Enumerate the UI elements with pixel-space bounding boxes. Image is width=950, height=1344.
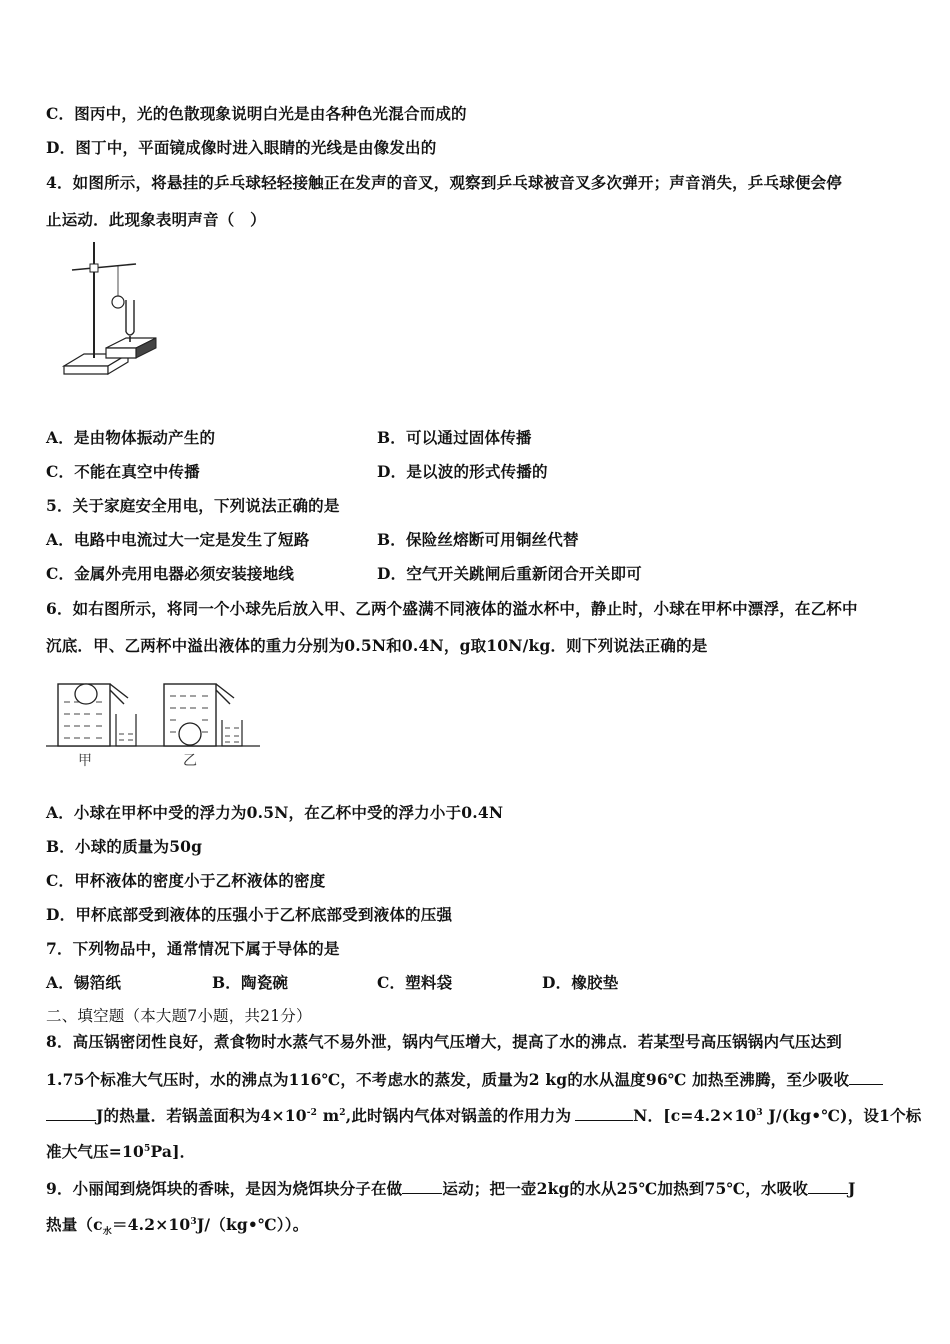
q8-line4-text-b: Pa]．: [150, 1142, 196, 1161]
q8-line3: [46, 1104, 922, 1126]
q4-option-b: B．可以通过固体传播: [377, 428, 532, 447]
q6-option-b: B．小球的质量为50g: [46, 837, 203, 856]
q7-option-a: A．锡箔纸: [46, 973, 122, 992]
q8-line3-text-e: J/(kg•℃)，设1个标: [762, 1106, 922, 1125]
q5-option-c: C．金属外壳用电器必须安装接地线: [46, 564, 295, 583]
q8-exponent-4: 5: [143, 1143, 151, 1154]
q8-line3-text-b: m: [317, 1106, 340, 1125]
q8-blank-1a: [849, 1070, 883, 1085]
q9-line1-text-a: 9．小丽闻到烧饵块的香味，是因为烧饵块分子在做: [46, 1179, 403, 1198]
q9-subscript: 水: [102, 1227, 112, 1238]
q9-blank-2: [808, 1179, 848, 1194]
q4-options-row2: [46, 460, 548, 482]
q8-blank-2: [575, 1106, 633, 1121]
q5-option-b: B．保险丝熔断可用铜丝代替: [377, 530, 579, 549]
q8-exponent-2: 2: [339, 1107, 346, 1118]
figure-label-yi: 乙: [183, 753, 197, 769]
q8-line4: [46, 1140, 195, 1162]
q7-option-b: B．陶瓷碗: [212, 973, 289, 992]
q7-stem: 7．下列物品中，通常情况下属于导体的是: [46, 939, 340, 958]
q8-line2: [46, 1068, 883, 1090]
q6-stem-line2: 沉底．甲、乙两杯中溢出液体的重力分别为0.5N和0.4N，g取10N/kg．则下列说法正确的是: [46, 636, 708, 655]
section-2-heading: 二、填空题（本大题7小题，共21分）: [46, 1007, 312, 1025]
q5-option-a: A．电路中电流过大一定是发生了短路: [46, 530, 310, 549]
q9-exponent: 3: [190, 1216, 197, 1227]
q6-option-a: A．小球在甲杯中受的浮力为0.5N，在乙杯中受的浮力小于0.4N: [46, 803, 504, 822]
q5-options-row2: [46, 562, 642, 584]
tuning-fork-figure: [56, 236, 166, 390]
q7-options: [46, 971, 619, 993]
q4-stem-line1: 4．如图所示，将悬挂的乒乓球轻轻接触正在发声的音叉，观察到乒乓球被音叉多次弹开；声音消失，乒乓球便会停: [46, 173, 842, 192]
q3-option-d: D．图丁中，平面镜成像时进入眼睛的光线是由像发出的: [46, 138, 437, 157]
q6-stem-line1: 6．如右图所示，将同一个小球先后放入甲、乙两个盛满不同液体的溢水杯中，静止时，小球在甲杯中漂浮，在乙杯中: [46, 599, 858, 618]
q9-line2-text-b: ＝4.2×10: [111, 1215, 191, 1234]
q4-options-row1: [46, 426, 532, 448]
q8-line3-text-d: N．[c=4.2×10: [633, 1106, 757, 1125]
q5-option-d: D．空气开关跳闸后重新闭合开关即可: [377, 564, 642, 583]
q5-options-row1: [46, 528, 579, 550]
q8-blank-1b: [46, 1106, 96, 1121]
q9-line1: [46, 1177, 856, 1199]
q9-line2: [46, 1213, 308, 1237]
q8-exponent-1: -2: [306, 1107, 318, 1118]
q5-stem: 5．关于家庭安全用电，下列说法正确的是: [46, 496, 340, 515]
q9-line2-text-c: J/（kg•℃））。: [196, 1215, 309, 1234]
q8-line4-text-a: 准大气压=10: [46, 1142, 144, 1161]
q8-line2-text: 1.75个标准大气压时，水的沸点为116℃，不考虑水的蒸发，质量为2 kg的水从温度96℃ 加热至沸腾，至少吸收: [46, 1070, 850, 1089]
q6-option-d: D．甲杯底部受到液体的压强小于乙杯底部受到液体的压强: [46, 905, 453, 924]
q4-option-d: D．是以波的形式传播的: [377, 462, 548, 481]
figure-label-jia: 甲: [78, 753, 92, 769]
q4-option-c: C．不能在真空中传播: [46, 462, 200, 481]
q9-line1-text-c: J: [848, 1179, 856, 1198]
q8-line1: 8．高压锅密闭性良好，煮食物时水蒸气不易外泄，锅内气压增大，提高了水的沸点．若某型号高压锅锅内气压达到: [46, 1032, 842, 1051]
q6-option-c: C．甲杯液体的密度小于乙杯液体的密度: [46, 871, 326, 890]
q8-line3-text-a: J的热量．若锅盖面积为4×10: [96, 1106, 307, 1125]
q9-line2-text-a: 热量（c: [46, 1215, 103, 1234]
q9-blank-1: [402, 1179, 442, 1194]
q3-option-c: C．图丙中，光的色散现象说明白光是由各种色光混合而成的: [46, 104, 467, 123]
overflow-cups-figure: [44, 662, 264, 772]
q4-option-a: A．是由物体振动产生的: [46, 428, 216, 447]
q8-exponent-3: 3: [756, 1107, 763, 1118]
q7-option-c: C．塑料袋: [377, 973, 453, 992]
q9-line1-text-b: 运动；把一壶2kg的水从25℃加热到75℃，水吸收: [442, 1179, 809, 1198]
q7-option-d: D．橡胶垫: [542, 973, 619, 992]
q8-line3-text-c: ,此时锅内气体对锅盖的作用力为: [345, 1106, 572, 1125]
q4-stem-line2: 止运动．此现象表明声音（ ）: [46, 210, 266, 229]
